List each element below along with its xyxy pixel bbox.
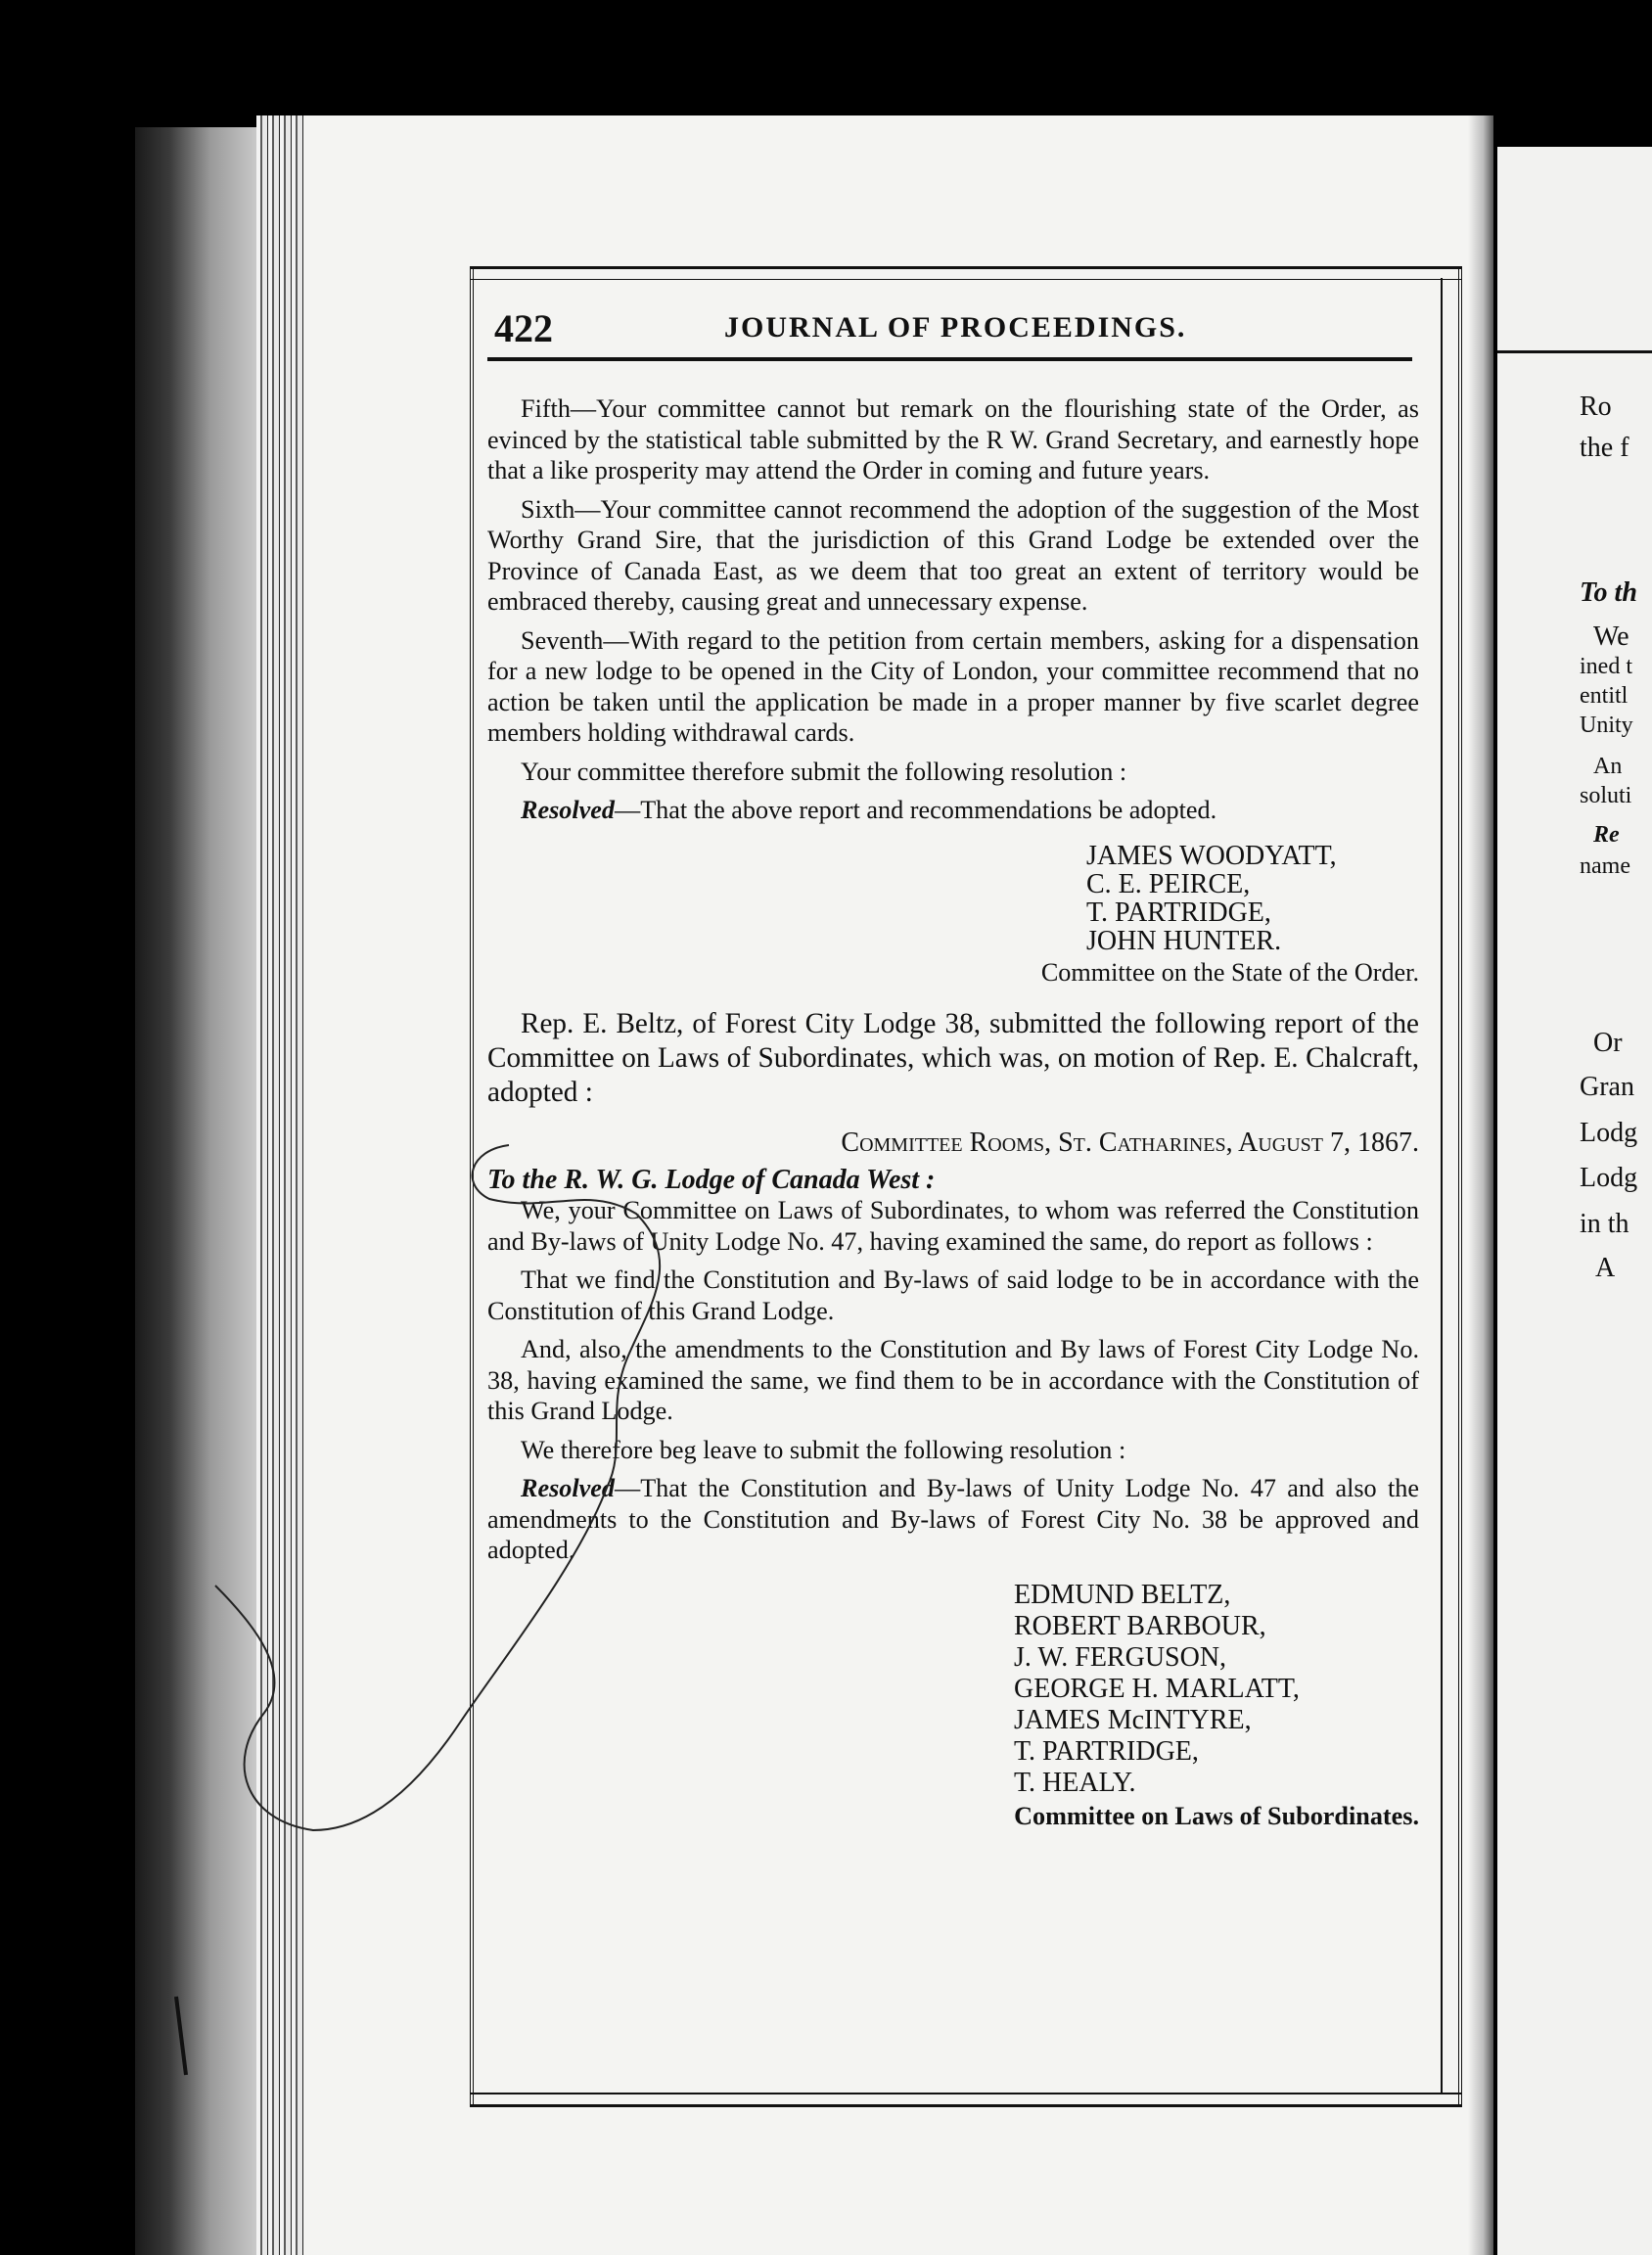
frame-top-rule — [470, 266, 1462, 280]
report1-resolution — [487, 795, 1419, 826]
report1-paragraph: Your committee therefore submit the following resolution : — [521, 757, 1127, 786]
report2-resolution — [487, 1473, 1419, 1566]
page-edges — [256, 115, 305, 2255]
facing-page — [1497, 147, 1652, 2255]
frame-bottom-rule — [470, 2093, 1462, 2107]
facing-fragment: ined t — [1580, 654, 1632, 679]
signature: GEORGE H. MARLATT, — [1014, 1673, 1300, 1704]
report1-paragraph: Sixth—Your committee cannot recommend the adoption of the suggestion of the Most Worthy Grand Sire, that the jurisdiction of this Grand Lodge be extended over the Province of Canada East, as we deem that too great an extent of territory would be embraced thereby, causing great and unnecessary expense. — [487, 494, 1419, 616]
report1-signatures — [1086, 842, 1419, 955]
signature: T. PARTRIDGE, — [1014, 1735, 1199, 1767]
signature: C. E. PEIRCE, — [1086, 868, 1251, 899]
report2-paragraph: That we find the Constitution and By-laws of said lodge to be in accordance with the Constitution of this Grand Lodge. — [487, 1266, 1419, 1325]
facing-fragment: Re — [1593, 822, 1620, 848]
resolved-text: —That the above report and recommendations be adopted. — [615, 796, 1217, 824]
facing-fragment: Or — [1593, 1028, 1623, 1058]
facing-fragment: entitl — [1580, 683, 1629, 709]
page-number: 422 — [494, 306, 553, 350]
facing-fragment: soluti — [1580, 783, 1632, 808]
report2-paragraph: We therefore beg leave to submit the following resolution : — [521, 1435, 1126, 1464]
facing-fragment: A — [1595, 1253, 1616, 1283]
salutation: To the R. W. G. Lodge of Canada West : — [487, 1164, 936, 1195]
book-spine-shadow — [135, 127, 272, 2255]
signature: JOHN HUNTER. — [1086, 925, 1282, 956]
page-gutter — [1468, 115, 1493, 2255]
frame-inner-rule — [1441, 278, 1443, 2093]
report2-paragraph: We, your Committee on Laws of Subordinates, to whom was referred the Constitution and By-laws of Unity Lodge No. 47, having examined the same, do report as follows : — [487, 1196, 1419, 1256]
signature: T. HEALY. — [1014, 1767, 1136, 1798]
signature: ROBERT BARBOUR, — [1014, 1610, 1266, 1641]
dateline: Committee Rooms, St. Catharines, August 7, 1867. — [841, 1128, 1419, 1158]
signature: T. PARTRIDGE, — [1086, 897, 1271, 928]
facing-fragment: Ro — [1580, 391, 1612, 422]
running-title: JOURNAL OF PROCEEDINGS. — [724, 311, 1187, 344]
report2-signatures — [1014, 1580, 1419, 1799]
facing-fragment: Lodg — [1580, 1163, 1638, 1193]
report1-paragraph: Seventh—With regard to the petition from certain members, asking for a dispensation for a new lodge to be opened in the City of London, your committee recommend that no action be taken until the application be made in a proper manner by five scarlet degree members holding withdrawal cards. — [487, 625, 1419, 747]
resolved-label: Resolved — [521, 1474, 615, 1502]
report1-committee: Committee on the State of the Order. — [1040, 957, 1419, 987]
facing-fragment: We — [1593, 621, 1629, 652]
signature: JAMES McINTYRE, — [1014, 1704, 1252, 1735]
facing-fragment: An — [1593, 754, 1623, 779]
page-body — [487, 393, 1419, 1831]
report2-committee: Committee on Laws of Subordinates. — [1014, 1801, 1419, 1830]
facing-fragment: To th — [1580, 577, 1637, 608]
facing-page-rule — [1497, 350, 1652, 353]
facing-fragment: the f — [1580, 433, 1629, 463]
report1-paragraph: Fifth—Your committee cannot but remark on the flourishing state of the Order, as evinced by the statistical table submitted by the R W. Grand Secretary, and earnestly hope that a like prosperity may attend the Order in coming and future years. — [487, 394, 1419, 484]
resolved-label: Resolved — [521, 796, 615, 824]
intro-paragraph: Rep. E. Beltz, of Forest City Lodge 38, submitted the following report of the Committee on Laws of Subordinates, which was, on motion of Rep. E. Chalcraft, adopted : — [487, 1008, 1419, 1108]
report2-paragraph: And, also, the amendments to the Constitution and By laws of Forest City Lodge No. 38, having examined the same, we find them to be in accordance with the Constitution of this Grand Lodge. — [487, 1335, 1419, 1425]
signature: JAMES WOODYATT, — [1086, 840, 1337, 871]
facing-fragment: Lodg — [1580, 1118, 1638, 1148]
signature: J. W. FERGUSON, — [1014, 1641, 1227, 1673]
facing-fragment: name — [1580, 853, 1630, 879]
signature: EDMUND BELTZ, — [1014, 1579, 1231, 1610]
facing-fragment: Gran — [1580, 1072, 1634, 1102]
resolved-text: —That the Constitution and By-laws of Unity Lodge No. 47 and also the amendments to the Constitution and By-laws of Forest City No. 38 be approved and adopted. — [487, 1474, 1419, 1564]
facing-fragment: in th — [1580, 1209, 1629, 1239]
header-rule — [487, 357, 1412, 361]
facing-fragment: Unity — [1580, 713, 1633, 738]
